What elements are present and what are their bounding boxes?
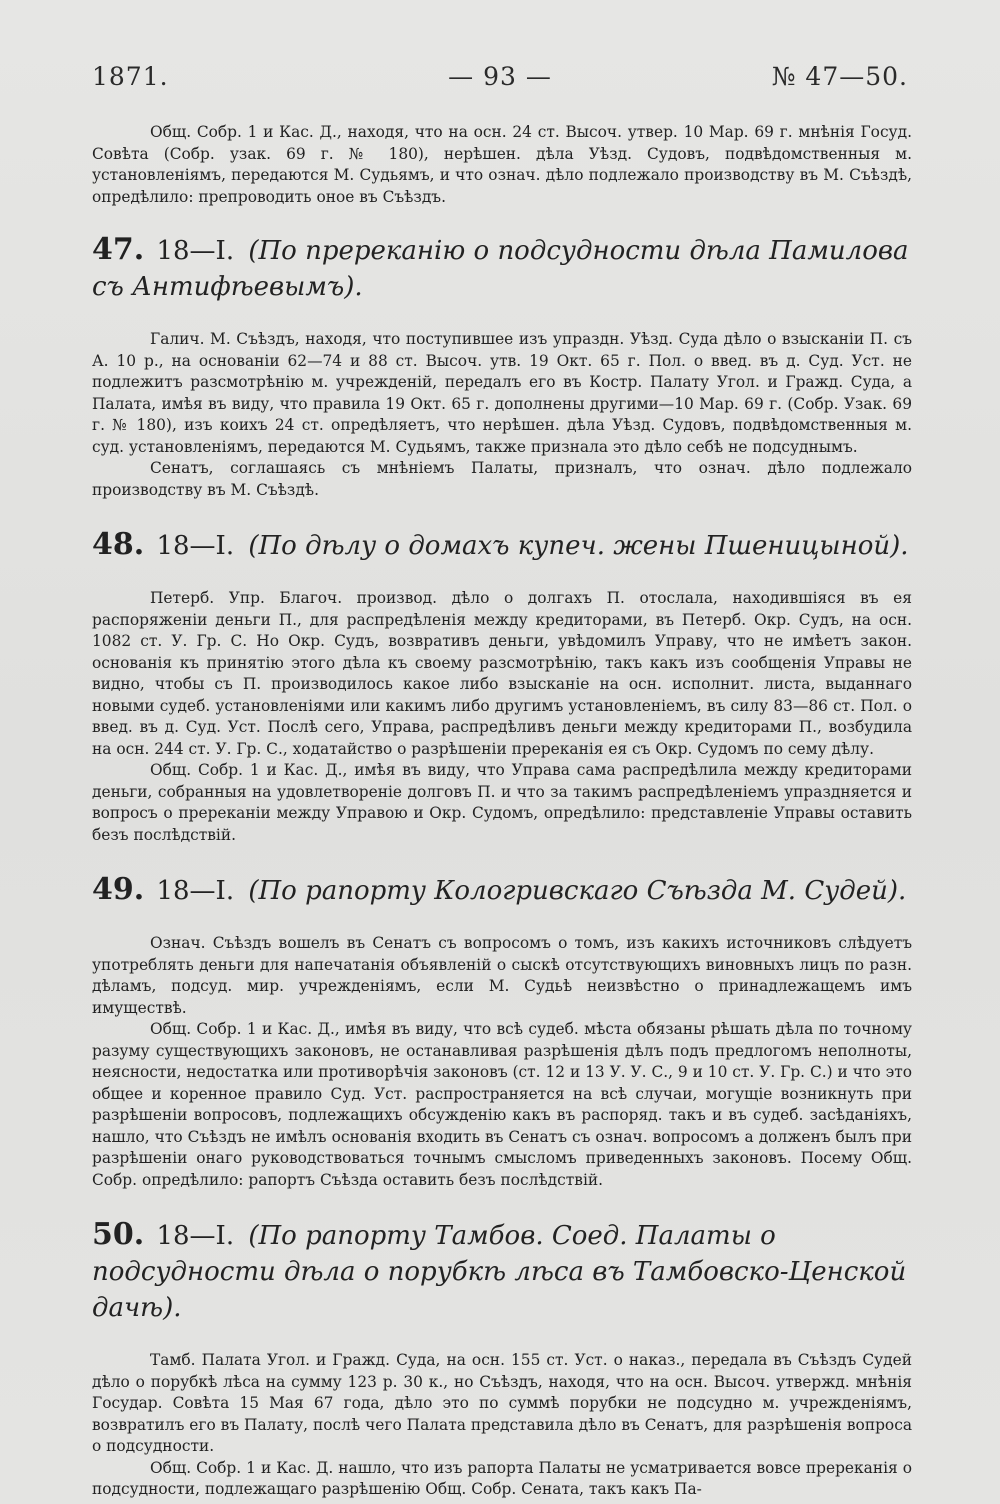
section-number: 47. <box>92 232 145 267</box>
page-header <box>92 62 908 102</box>
section-title: (По рапорту Кологривскаго Съѣзда М. Судей). <box>248 876 907 906</box>
section-heading-47 <box>92 232 912 305</box>
section-date: 18—I. <box>156 876 235 906</box>
section-number: 49. <box>92 872 145 907</box>
section-heading-49 <box>92 872 912 909</box>
section-date: 18—I. <box>156 1221 235 1251</box>
section-title: (По рапорту Тамбов. Соед. Палаты о подсудности дѣла о порубкѣ лѣса въ Тамбовско-Ценской дачѣ). <box>92 1221 907 1323</box>
page-number: — 93 — <box>448 62 552 91</box>
section-paragraph: Общ. Собр. 1 и Кас. Д., имѣя въ виду, что Управа сама распредѣлила между кредиторами деньги, собранныя на удовлетвореніе долговъ П. и что за такимъ распредѣленіемъ упраздняется и вопросъ о пререканіи между Управою и Окр. Судомъ, опредѣлило: представленіе Управы оставить безъ послѣдствій. <box>92 761 912 844</box>
section-heading-48 <box>92 527 912 564</box>
section-number: 50. <box>92 1217 145 1252</box>
section-title: (По пререканію о подсудности дѣла Памилова съ Антифѣевымъ). <box>92 236 909 302</box>
section-number: 48. <box>92 527 145 562</box>
section-heading-50 <box>92 1217 912 1326</box>
intro-paragraph: Общ. Собр. 1 и Кас. Д., находя, что на осн. 24 ст. Высоч. утвер. 10 Мар. 69 г. мнѣнія Госуд. Совѣта (Собр. узак. 69 г. № 180), нерѣшен. дѣла Уѣзд. Судовъ, подвѣдомственныя м. установленіямъ, передаются М. Судьямъ, и что означ. дѣло подлежало производству въ М. Съѣздѣ, опредѣлило: препроводить оное въ Съѣздъ. <box>92 123 912 206</box>
section-paragraph: Общ. Собр. 1 и Кас. Д., имѣя въ виду, что всѣ судеб. мѣста обязаны рѣшать дѣла по точному разуму существующихъ законовъ, не останавливая разрѣшенія дѣлъ подъ предлогомъ неполноты, неясности, недостатка или противорѣчія законовъ (ст. 12 и 13 У. У. С., 9 и 10 ст. У. Гр. С.) и что это общее и коренное правило Суд. Уст. распространяется на всѣ случаи, могущіе возникнуть при разрѣшеніи вопросовъ, подлежащихъ обсужденію какъ въ распоряд. такъ и въ судеб. засѣданіяхъ, нашло, что Съѣздъ не имѣлъ основанія входить въ Сенатъ съ означ. вопросомъ а долженъ былъ при разрѣшеніи онаго руководствоваться точнымъ смысломъ приведенныхъ законовъ. Посему Общ. Собр. опредѣлило: рапортъ Съѣзда оставить безъ послѣдствій. <box>92 1020 912 1189</box>
header-item-numbers: № 47—50. <box>771 62 908 91</box>
section-paragraph: Общ. Собр. 1 и Кас. Д. нашло, что изъ рапорта Палаты не усматривается вовсе пререканія о подсудности, подлежащаго разрѣшенію Общ. Собр. Сената, такъ какъ Па- <box>92 1458 912 1498</box>
page-body <box>92 122 912 1501</box>
section-title: (По дѣлу о домахъ купеч. жены Пшеницыной). <box>248 531 909 561</box>
section-paragraph: Петерб. Упр. Благоч. производ. дѣло о долгахъ П. отослала, находившіяся въ ея распоряженіи деньги П., для распредѣленія между кредиторами, въ Петерб. Окр. Судъ, на осн. 1082 ст. У. Гр. С. Но Окр. Судъ, возвративъ деньги, увѣдомилъ Управу, что не имѣетъ закон. основанія къ принятію этого дѣла къ своему разсмотрѣнію, такъ какъ изъ сообщенія Управы не видно, чтобы съ П. производилось какое либо взысканіе на осн. исполнит. листа, выданнаго новыми судеб. установленіями или какимъ либо другимъ установленіемъ, въ силу 83—86 ст. Пол. о введ. въ д. Суд. Уст. Послѣ сего, Управа, распредѣливъ деньги между кредиторами П., возбудила на осн. 244 ст. У. Гр. С., ходатайство о разрѣшеніи пререканія ея съ Окр. Судомъ по сему дѣлу. <box>92 589 912 758</box>
section-paragraph: Сенатъ, соглашаясь съ мнѣніемъ Палаты, призналъ, что означ. дѣло подлежало производству въ М. Съѣздѣ. <box>92 459 912 499</box>
section-paragraph: Тамб. Палата Угол. и Гражд. Суда, на осн. 155 ст. Уст. о наказ., передала въ Съѣздъ Судей дѣло о порубкѣ лѣса на сумму 123 р. 30 к., но Съѣздъ, находя, что на осн. Высоч. утвержд. мнѣнія Государ. Совѣта 15 Мая 67 года, дѣло это по суммѣ порубки не подсудно м. учрежденіямъ, возвратилъ его въ Палату, послѣ чего Палата представила дѣло въ Сенатъ, для разрѣшенія вопроса о подсудности. <box>92 1351 912 1455</box>
section-paragraph: Галич. М. Съѣздъ, находя, что поступившее изъ упраздн. Уѣзд. Суда дѣло о взысканіи П. съ А. 10 р., на основаніи 62—74 и 88 ст. Высоч. утв. 19 Окт. 65 г. Пол. о введ. въ д. Суд. Уст. не подлежитъ разсмотрѣнію м. учрежденій, передалъ его въ Костр. Палату Угол. и Гражд. Суда, а Палата, имѣя въ виду, что правила 19 Окт. 65 г. дополнены другими—10 Мар. 69 г. (Собр. Узак. 69 г. № 180), изъ коихъ 24 ст. опредѣляетъ, что нерѣшен. дѣла Уѣзд. Судовъ, подвѣдомственныя м. суд. установленіямъ, передаются М. Судьямъ, также признала это дѣло себѣ не подсуднымъ. <box>92 330 912 456</box>
header-year: 1871. <box>92 62 169 91</box>
section-paragraph: Означ. Съѣздъ вошелъ въ Сенатъ съ вопросомъ о томъ, изъ какихъ источниковъ слѣдуетъ употреблять деньги для напечатанія объявленій о сыскѣ отсутствующихъ виновныхъ лицъ по разн. дѣламъ, подсуд. мир. учрежденіямъ, если М. Судьѣ неизвѣстно о принадлежащемъ имъ имуществѣ. <box>92 934 912 1017</box>
section-date: 18—I. <box>156 531 235 561</box>
section-date: 18—I. <box>156 236 235 266</box>
